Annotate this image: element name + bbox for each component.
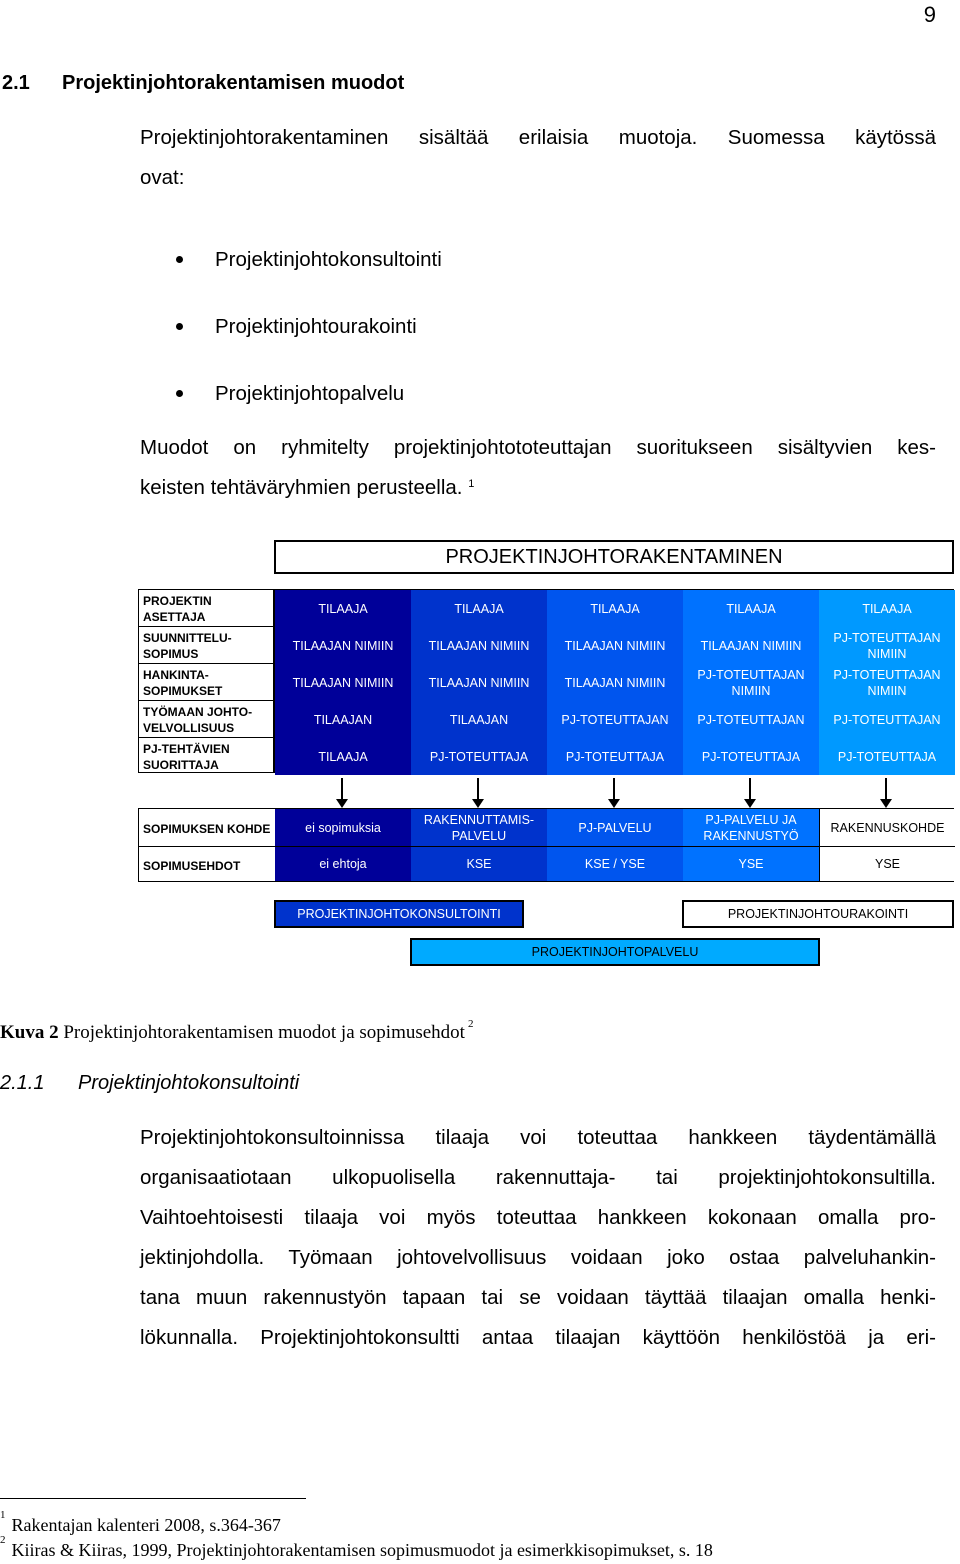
urakointi-bar: PROJEKTINJOHTOURAKOINTI bbox=[682, 900, 954, 928]
subsection-number: 2.1.1 bbox=[0, 1072, 45, 1094]
contract-cell: RAKENNUSKOHDE bbox=[819, 809, 955, 847]
diagram bbox=[0, 536, 960, 976]
section-number: 2.1 bbox=[2, 72, 30, 94]
subsection-title: Projektinjohtokonsultointi bbox=[78, 1072, 300, 1094]
footnote-number: 2 bbox=[0, 1534, 6, 1546]
footnote-text: Rakentajan kalenteri 2008, s.364-367 bbox=[11, 1515, 281, 1535]
footnote-ref: 1 bbox=[468, 478, 475, 490]
list-item bbox=[176, 293, 442, 360]
grid-cell: TILAAJA bbox=[547, 590, 683, 627]
bullet-icon bbox=[176, 390, 183, 397]
contract-table bbox=[138, 808, 954, 882]
contract-row-label: SOPIMUKSEN KOHDE bbox=[139, 809, 275, 847]
grid-cell: PJ-TOTEUTTAJAN NIMIIN bbox=[819, 664, 955, 701]
grid-cell: TILAAJAN bbox=[411, 701, 547, 738]
page-number: 9 bbox=[923, 2, 936, 27]
paragraph-line: jektinjohdolla. Työmaan johtovelvollisuus voidaan joko ostaa palveluhankin- bbox=[140, 1246, 936, 1269]
contract-cell: ei ehtoja bbox=[275, 847, 411, 881]
grid-cell: TILAAJAN NIMIIN bbox=[411, 627, 547, 664]
task-grid bbox=[274, 589, 954, 773]
paragraph-line: organisaatiotaan ulkopuolisella rakennuttaja- tai projektinjohtokonsultilla. bbox=[140, 1166, 936, 1189]
grid-cell: PJ-TOTEUTTAJAN bbox=[683, 701, 819, 738]
row-labels bbox=[138, 589, 274, 773]
grid-cell: PJ-TOTEUTTAJAN bbox=[819, 701, 955, 738]
bullet-icon bbox=[176, 256, 183, 263]
paragraph-line: tana muun rakennustyön tapaan tai se voidaan täyttää tilaajan omalla henki- bbox=[140, 1286, 936, 1309]
footnote bbox=[0, 1534, 713, 1561]
grid-cell: TILAAJA bbox=[819, 590, 955, 627]
diagram-title: PROJEKTINJOHTORAKENTAMINEN bbox=[274, 540, 954, 574]
grid-cell: PJ-TOTEUTTAJA bbox=[411, 738, 547, 775]
row-label: HANKINTA-SOPIMUKSET bbox=[139, 664, 273, 701]
contract-cell: KSE bbox=[411, 847, 547, 881]
grouping-line-last bbox=[140, 468, 936, 508]
caption-label: Kuva 2 bbox=[0, 1022, 59, 1043]
contract-cell: RAKENNUTTAMIS-PALVELU bbox=[411, 809, 547, 847]
down-arrow-icon bbox=[477, 778, 479, 800]
grouping-line: Muodot on ryhmitelty projektinjohtototeuttajan suoritukseen sisältyvien kes- bbox=[140, 436, 936, 459]
down-arrow-icon bbox=[749, 778, 751, 800]
grid-cell: PJ-TOTEUTTAJAN bbox=[547, 701, 683, 738]
bullet-text: Projektinjohtopalvelu bbox=[215, 381, 405, 405]
grid-cell: TILAAJAN bbox=[275, 701, 411, 738]
footnote-number: 1 bbox=[0, 1509, 6, 1521]
contract-row-label: SOPIMUSEHDOT bbox=[143, 858, 241, 873]
paragraph-line: Projektinjohtokonsultoinnissa tilaaja voi toteuttaa hankkeen täydentämällä bbox=[140, 1126, 936, 1149]
bullet-text: Projektinjohtourakointi bbox=[215, 314, 417, 338]
down-arrow-icon bbox=[885, 778, 887, 800]
grid-cell: PJ-TOTEUTTAJA bbox=[547, 738, 683, 775]
bullet-text: Projektinjohtokonsultointi bbox=[215, 247, 442, 271]
grid-cell: PJ-TOTEUTTAJA bbox=[683, 738, 819, 775]
contract-cell: YSE bbox=[819, 847, 955, 881]
grid-cell: PJ-TOTEUTTAJAN NIMIIN bbox=[683, 664, 819, 701]
body-paragraph bbox=[140, 1118, 936, 1358]
bullet-list bbox=[176, 226, 442, 427]
intro-line: Projektinjohtorakentaminen sisältää erilaisia muotoja. Suomessa käytössä bbox=[140, 126, 936, 149]
grid-cell: TILAAJAN NIMIIN bbox=[275, 627, 411, 664]
grid-cell: TILAAJA bbox=[683, 590, 819, 627]
paragraph-line: lökunnalla. Projektinjohtokonsultti antaa tilaajan käyttöön henkilöstöä ja eri- bbox=[140, 1326, 936, 1349]
figure-caption bbox=[0, 1018, 474, 1044]
section-heading bbox=[0, 72, 404, 95]
grid-cell: TILAAJA bbox=[411, 590, 547, 627]
paragraph-line: Vaihtoehtoisesti tilaaja voi myös toteuttaa hankkeen kokonaan omalla pro- bbox=[140, 1206, 936, 1229]
contract-cell: ei sopimuksia bbox=[275, 809, 411, 847]
row-label: PROJEKTIN ASETTAJA bbox=[139, 590, 273, 627]
row-label: PJ-TEHTÄVIEN SUORITTAJA bbox=[143, 742, 230, 772]
contract-cell: YSE bbox=[683, 847, 819, 881]
palvelu-bar: PROJEKTINJOHTOPALVELU bbox=[410, 938, 820, 966]
contract-cell: KSE / YSE bbox=[547, 847, 683, 881]
contract-cell: PJ-PALVELU JA RAKENNUSTYÖ bbox=[683, 809, 819, 847]
grouping-paragraph bbox=[140, 428, 936, 508]
list-item bbox=[176, 226, 442, 293]
intro-line: ovat: bbox=[140, 166, 185, 189]
intro-paragraph bbox=[140, 118, 936, 198]
grid-cell: TILAAJAN NIMIIN bbox=[547, 664, 683, 701]
caption-text: Projektinjohtorakentamisen muodot ja sopimusehdot bbox=[63, 1022, 465, 1043]
grouping-line-text: keisten tehtäväryhmien perusteella. bbox=[140, 476, 463, 499]
down-arrow-icon bbox=[341, 778, 343, 800]
row-label: SUUNNITTELU-SOPIMUS bbox=[139, 627, 273, 664]
caption-ref: 2 bbox=[467, 1018, 474, 1030]
bullet-icon bbox=[176, 323, 183, 330]
subsection-heading bbox=[0, 1072, 299, 1095]
footnote-text: Kiiras & Kiiras, 1999, Projektinjohtorakentamisen sopimusmuodot ja esimerkkisopimukset, s. 18 bbox=[11, 1540, 713, 1560]
grid-cell: TILAAJAN NIMIIN bbox=[411, 664, 547, 701]
grid-cell: TILAAJAN NIMIIN bbox=[547, 627, 683, 664]
section-title: Projektinjohtorakentamisen muodot bbox=[62, 72, 405, 94]
grid-cell: TILAAJAN NIMIIN bbox=[275, 664, 411, 701]
grid-cell: TILAAJAN NIMIIN bbox=[683, 627, 819, 664]
konsultointi-bar: PROJEKTINJOHTOKONSULTOINTI bbox=[274, 900, 524, 928]
down-arrow-icon bbox=[613, 778, 615, 800]
footnote-rule bbox=[0, 1498, 306, 1499]
grid-cell: TILAAJA bbox=[275, 738, 411, 775]
footnote bbox=[0, 1509, 281, 1536]
contract-cell: PJ-PALVELU bbox=[547, 809, 683, 847]
row-label: TYÖMAAN JOHTO-VELVOLLISUUS bbox=[139, 701, 273, 738]
list-item bbox=[176, 360, 442, 427]
grid-cell: PJ-TOTEUTTAJAN NIMIIN bbox=[819, 627, 955, 664]
grid-cell: PJ-TOTEUTTAJA bbox=[819, 738, 955, 775]
grid-cell: TILAAJA bbox=[275, 590, 411, 627]
